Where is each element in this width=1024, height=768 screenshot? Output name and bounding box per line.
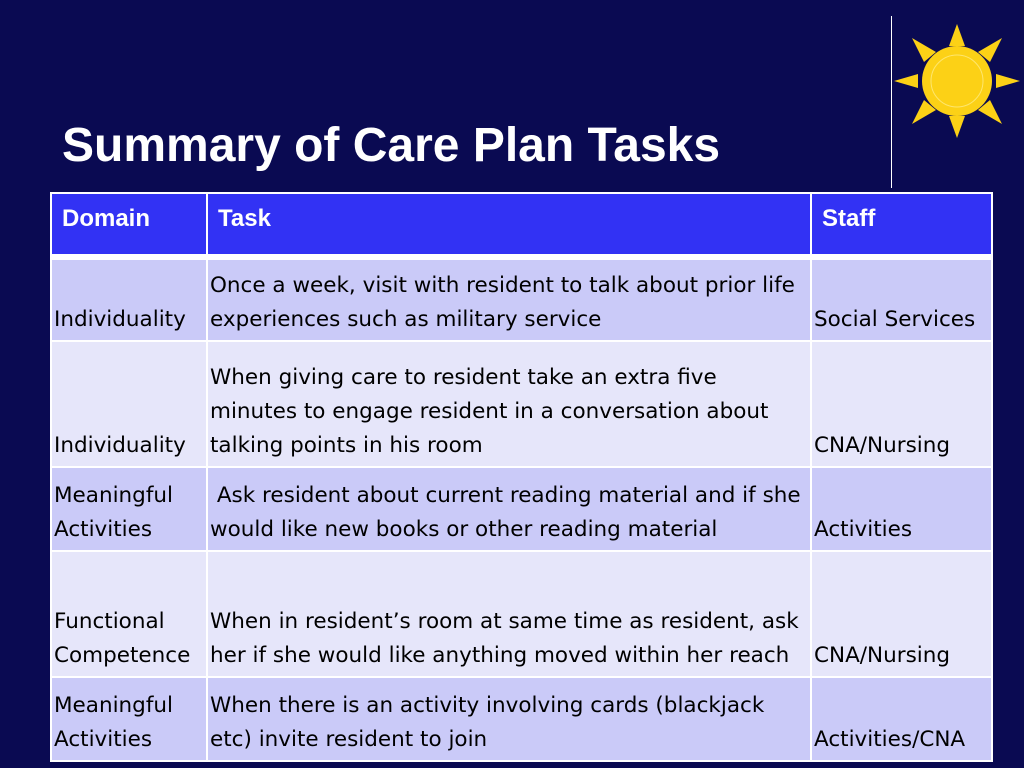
table-row bbox=[51, 341, 992, 467]
cell-domain: Meaningful Activities bbox=[51, 467, 207, 551]
slide-title: Summary of Care Plan Tasks bbox=[62, 119, 721, 172]
cell-task: When in resident’s room at same time as resident, ask her if she would like anything moved within her reach bbox=[207, 551, 811, 677]
cell-task: Ask resident about current reading material and if she would like new books or other reading material bbox=[207, 467, 811, 551]
column-header-staff: Staff bbox=[811, 193, 992, 257]
column-header-domain: Domain bbox=[51, 193, 207, 257]
care-plan-table bbox=[50, 192, 993, 762]
cell-domain: Meaningful Activities bbox=[51, 677, 207, 761]
cell-staff: Activities/CNA bbox=[811, 677, 992, 761]
table-row bbox=[51, 677, 992, 761]
cell-domain: Individuality bbox=[51, 257, 207, 341]
cell-domain: Functional Competence bbox=[51, 551, 207, 677]
cell-staff: Activities bbox=[811, 467, 992, 551]
title-divider bbox=[891, 16, 892, 188]
cell-staff: CNA/Nursing bbox=[811, 341, 992, 467]
table-header-row bbox=[51, 193, 992, 257]
cell-task: When giving care to resident take an extra five minutes to engage resident in a conversation about talking points in his room bbox=[207, 341, 811, 467]
table-row bbox=[51, 257, 992, 341]
sun-logo-icon bbox=[894, 24, 1020, 138]
cell-task: When there is an activity involving cards (blackjack etc) invite resident to join bbox=[207, 677, 811, 761]
cell-staff: Social Services bbox=[811, 257, 992, 341]
table-row bbox=[51, 551, 992, 677]
column-header-task: Task bbox=[207, 193, 811, 257]
cell-domain: Individuality bbox=[51, 341, 207, 467]
cell-staff: CNA/Nursing bbox=[811, 551, 992, 677]
cell-task: Once a week, visit with resident to talk about prior life experiences such as military service bbox=[207, 257, 811, 341]
table-row bbox=[51, 467, 992, 551]
